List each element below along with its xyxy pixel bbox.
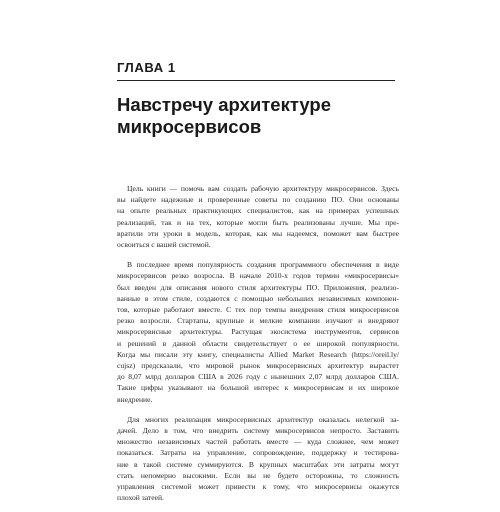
chapter-title-line: микросервисов bbox=[117, 116, 262, 137]
paragraph-line: В последнее время популярность создания программного обеспечения в виде bbox=[127, 260, 399, 270]
paragraph-line: реализаций, так и на тех, которые могли быть реализованы лучше. Мы пре- bbox=[117, 217, 399, 227]
paragraph-line: микросервисов резко возросла. В начале 2010-х годов термин «микросервисы» bbox=[117, 271, 399, 281]
paragraph-line: на опыте реальных практикующих специалистов, как на примерах успешных bbox=[117, 206, 399, 216]
paragraph-line: ванные в этом стиле, создаются с помощью небольших независимых компонен- bbox=[117, 293, 399, 303]
chapter-divider bbox=[117, 80, 395, 81]
paragraph-line: до 8,07 млрд долларов США в 2026 году с нынешних 2,07 млрд долларов США. bbox=[117, 372, 399, 382]
paragraph-line: управления системой может привести к тому, что микросервисы окажутся bbox=[117, 482, 399, 492]
paragraph-line: стать непомерно высокими. Если вы не будете осторожны, то сложность bbox=[117, 470, 399, 480]
paragraph-line: вратили эти уроки в модель, которая, как мы надеемся, поможет вам быстрее bbox=[117, 228, 399, 238]
paragraph-line: тов, которые работают вместе. С тех пор темпы внедрения стиля микросервисов bbox=[117, 305, 399, 315]
paragraph bbox=[117, 414, 399, 504]
paragraph-line: плохой затеей. bbox=[117, 493, 164, 503]
paragraph-line: внедрение. bbox=[117, 394, 153, 404]
paragraph-line: Для многих реализация микросервисных архитектур оказалась нелегкой за- bbox=[127, 414, 399, 424]
paragraph-line: cujsz) предсказали, что мировой рынок микросервисных архитектур вырастет bbox=[117, 361, 399, 371]
paragraph-line: показаться. Затраты на управление, сопровождение, поддержку и тестирова- bbox=[117, 448, 399, 458]
paragraph-line: множество независимых частей работать вместе — куда сложнее, чем может bbox=[117, 437, 399, 447]
paragraph-line: микросервисные архитектуры. Растущая экосистема инструментов, сервисов bbox=[117, 327, 399, 337]
paragraph-line: дачей. Дело в том, что внедрить систему микросервисов непросто. Заставить bbox=[117, 426, 399, 436]
paragraph-line: ние в такой системе суммируются. В крупных масштабах эти затраты могут bbox=[117, 459, 399, 469]
paragraph-line: Цель книги — помочь вам создать рабочую архитектуру микросервисов. Здесь bbox=[127, 184, 399, 193]
paragraph-line: вы найдете надежные и проверенные советы по созданию ПО. Они основаны bbox=[117, 195, 399, 205]
paragraph-line: и решений в данной области свидетельствует о ее широкой популярности. bbox=[117, 338, 399, 348]
body-text bbox=[117, 183, 399, 512]
paragraph-line: резко возросли. Стартапы, крупные и мелкие компании изучают и внедряют bbox=[117, 316, 399, 326]
paragraph bbox=[117, 259, 399, 405]
chapter-label: ГЛАВА 1 bbox=[117, 60, 176, 75]
paragraph-line: освоиться с вашей системой. bbox=[117, 240, 211, 250]
chapter-title bbox=[117, 94, 417, 138]
paragraph bbox=[117, 183, 399, 250]
paragraph-line: был введен для описания нового стиля архитектуры ПО. Приложения, реализо- bbox=[117, 282, 399, 292]
chapter-title-line: Навстречу архитектуре bbox=[117, 94, 331, 115]
paragraph-line: Такие цифры указывают на большой интерес к микросервисам и их широкое bbox=[117, 383, 399, 393]
paragraph-line: Когда мы писали эту книгу, специалисты Allied Market Research (https://oreil.ly/ bbox=[117, 349, 399, 359]
